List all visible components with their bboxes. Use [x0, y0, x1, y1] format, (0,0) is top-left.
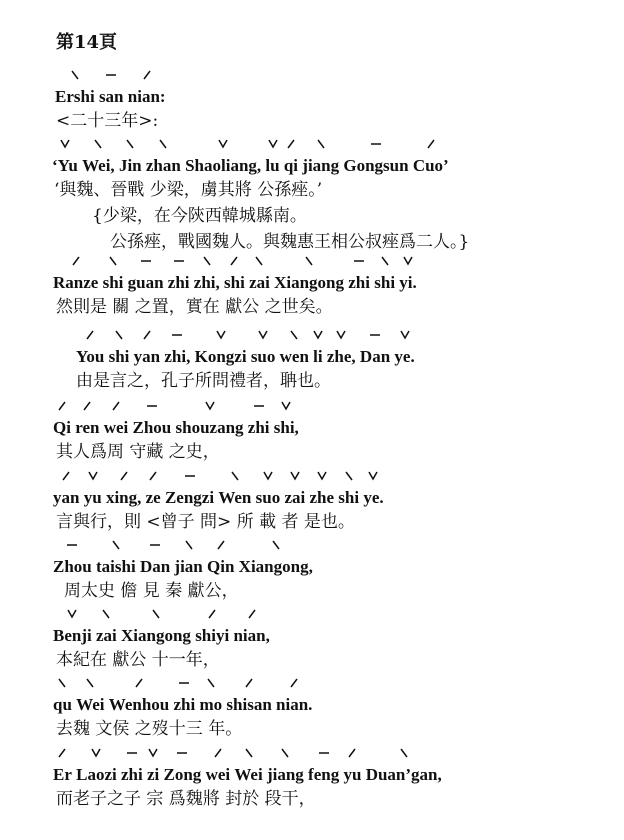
- pinyin-syllable: [265, 155, 279, 177]
- pinyin-text: li: [313, 347, 323, 366]
- pinyin-text: Laozi: [76, 765, 117, 784]
- pinyin-text: Wenhou: [108, 695, 170, 714]
- pinyin-syllable: [121, 625, 191, 647]
- pinyin-syllable: [146, 155, 181, 177]
- pinyin-text: qu: [53, 695, 72, 714]
- hanzi-line: 去魏 文侯 之歿十三 年。: [56, 719, 243, 739]
- pinyin-text: nian:: [127, 87, 166, 106]
- pinyin-text: zhi: [348, 273, 370, 292]
- pinyin-syllable: [343, 764, 361, 786]
- pinyin-syllable: [109, 346, 130, 368]
- pinyin-text: yi.: [399, 273, 417, 292]
- pinyin-text: Zengzi: [164, 488, 215, 507]
- tone-rising-icon: [57, 749, 67, 757]
- pinyin-syllable: [96, 556, 136, 578]
- pinyin-text: zai: [249, 273, 270, 292]
- pinyin-syllable: [55, 86, 95, 108]
- pinyin-syllable: [280, 346, 309, 368]
- page-number: 第14頁: [56, 32, 118, 53]
- pinyin-syllable: [360, 346, 390, 368]
- tone-flat-icon: [354, 257, 364, 265]
- pinyin-syllable: [76, 694, 104, 716]
- tone-dip-icon: [368, 472, 378, 480]
- tone-rising-icon: [142, 71, 152, 79]
- pinyin-text: zhan: [145, 156, 181, 175]
- romanization-line: [53, 625, 270, 647]
- pinyin-syllable: [174, 556, 202, 578]
- tone-rising-icon: [286, 140, 296, 148]
- hanzi-line: 由是言之，孔子所問禮者，聃也。: [76, 371, 331, 391]
- pinyin-text: Dan: [139, 557, 171, 576]
- pinyin-syllable: [53, 764, 72, 786]
- pinyin-text: shouzang: [175, 418, 244, 437]
- pinyin-syllable: [164, 346, 190, 368]
- hanzi-line: ‘與魏、晉戰 少梁，虜其將 公孫痤。’: [54, 180, 323, 200]
- pinyin-text: Zhou: [132, 418, 172, 437]
- tone-falling-icon: [184, 541, 194, 549]
- tone-falling-icon: [151, 610, 161, 618]
- tone-rising-icon: [134, 679, 144, 687]
- tone-flat-icon: [185, 472, 195, 480]
- pinyin-text: nian.: [276, 695, 313, 714]
- pinyin-syllable: [53, 417, 71, 439]
- tone-rising-icon: [289, 679, 299, 687]
- tone-falling-icon: [399, 749, 409, 757]
- tone-flat-icon: [254, 402, 264, 410]
- pinyin-syllable: [206, 764, 231, 786]
- pinyin-text: ‘Yu: [52, 156, 78, 175]
- pinyin-syllable: [168, 272, 190, 294]
- pinyin-syllable: [53, 487, 79, 509]
- tone-dip-icon: [60, 140, 70, 148]
- pinyin-syllable: [207, 556, 234, 578]
- tone-dip-icon: [263, 472, 273, 480]
- pinyin-syllable: [52, 155, 78, 177]
- pinyin-syllable: [76, 764, 117, 786]
- pinyin-text: Xiangong: [121, 626, 191, 645]
- pinyin-text: wei: [103, 418, 129, 437]
- tone-flat-icon: [127, 749, 137, 757]
- tone-falling-icon: [114, 331, 124, 339]
- tone-rising-icon: [347, 749, 357, 757]
- pinyin-text: Xiangong,: [238, 557, 313, 576]
- pinyin-syllable: [239, 556, 313, 578]
- pinyin-text: Benji: [53, 626, 92, 645]
- pinyin-text: Wei: [234, 765, 263, 784]
- pinyin-syllable: [146, 487, 161, 509]
- pinyin-syllable: [310, 487, 335, 509]
- tone-falling-icon: [125, 140, 135, 148]
- pinyin-text: jian: [174, 557, 203, 576]
- pinyin-text: Ranze: [53, 273, 99, 292]
- tone-rising-icon: [229, 257, 239, 265]
- tone-flat-icon: [106, 71, 116, 79]
- pinyin-syllable: [82, 155, 115, 177]
- tone-dip-icon: [216, 331, 226, 339]
- pinyin-syllable: [374, 272, 395, 294]
- hanzi-line: 言與行，則 <曾子 問> 所 載 者 是也。: [56, 512, 355, 532]
- hanzi-line: 本紀在 獻公 十一年，: [56, 650, 220, 670]
- pinyin-text: yan: [133, 347, 161, 366]
- tone-rising-icon: [142, 331, 152, 339]
- tone-dip-icon: [258, 331, 268, 339]
- pinyin-text: zi: [146, 765, 160, 784]
- pinyin-syllable: [327, 346, 356, 368]
- pinyin-syllable: [274, 417, 299, 439]
- pinyin-syllable: [233, 625, 269, 647]
- pinyin-text: zhi: [167, 273, 190, 292]
- pinyin-text: jiang: [302, 156, 340, 175]
- pinyin-syllable: [249, 272, 270, 294]
- pinyin-syllable: [103, 272, 124, 294]
- pinyin-text: shi: [108, 347, 130, 366]
- pinyin-syllable: [53, 556, 92, 578]
- pinyin-syllable: [147, 764, 159, 786]
- pinyin-syllable: [394, 346, 414, 368]
- pinyin-syllable: [195, 346, 247, 368]
- pinyin-text: Qi: [53, 418, 71, 437]
- tone-falling-icon: [280, 749, 290, 757]
- pinyin-syllable: [165, 487, 214, 509]
- pinyin-text: Wen: [218, 488, 252, 507]
- tone-dip-icon: [88, 472, 98, 480]
- pinyin-syllable: [308, 764, 339, 786]
- pinyin-syllable: [99, 86, 124, 108]
- pinyin-syllable: [399, 272, 416, 294]
- pinyin-syllable: [195, 625, 229, 647]
- tone-rising-icon: [111, 402, 121, 410]
- pinyin-syllable: [76, 346, 104, 368]
- pinyin-syllable: [302, 155, 339, 177]
- pinyin-text: xing,: [105, 488, 142, 507]
- pinyin-text: Wei: [76, 695, 105, 714]
- tone-flat-icon: [150, 541, 160, 549]
- tone-flat-icon: [319, 749, 329, 757]
- pinyin-syllable: [121, 764, 143, 786]
- pinyin-text: ye.: [363, 488, 384, 507]
- hanzi-line: 其人爲周 守藏 之史，: [56, 442, 220, 462]
- pinyin-text: zhi: [247, 418, 270, 437]
- pinyin-syllable: [106, 487, 141, 509]
- annotation-line: 公孫痤，戰國魏人。與魏惠王相公叔痤爲二人。}: [110, 232, 470, 252]
- tone-flat-icon: [371, 140, 381, 148]
- pinyin-text: ren: [75, 418, 100, 437]
- pinyin-syllable: [276, 694, 312, 716]
- pinyin-text: Cuo’: [412, 156, 449, 175]
- pinyin-text: guan: [127, 273, 164, 292]
- tone-falling-icon: [289, 331, 299, 339]
- pinyin-syllable: [226, 694, 271, 716]
- tone-falling-icon: [111, 541, 121, 549]
- pinyin-syllable: [84, 487, 102, 509]
- tone-dip-icon: [313, 331, 323, 339]
- hanzi-line: <二十三年>:: [56, 111, 159, 131]
- tone-flat-icon: [370, 331, 380, 339]
- tone-falling-icon: [304, 257, 314, 265]
- tone-falling-icon: [244, 749, 254, 757]
- tone-dip-icon: [400, 331, 410, 339]
- tone-rising-icon: [119, 472, 129, 480]
- pinyin-text: lu: [265, 156, 280, 175]
- pinyin-syllable: [366, 764, 442, 786]
- pinyin-text: You: [76, 347, 105, 366]
- pinyin-syllable: [174, 694, 196, 716]
- pinyin-syllable: [104, 417, 129, 439]
- pinyin-syllable: [176, 417, 244, 439]
- pinyin-syllable: [128, 272, 164, 294]
- tone-falling-icon: [230, 472, 240, 480]
- tone-falling-icon: [202, 257, 212, 265]
- pinyin-text: shi: [338, 488, 360, 507]
- tone-dip-icon: [148, 749, 158, 757]
- tone-falling-icon: [57, 679, 67, 687]
- tone-rising-icon: [148, 472, 158, 480]
- pinyin-syllable: [234, 764, 262, 786]
- romanization-line: [53, 272, 417, 294]
- pinyin-text: zhe: [309, 488, 335, 507]
- tone-flat-icon: [177, 749, 187, 757]
- tone-dip-icon: [317, 472, 327, 480]
- pinyin-text: Jin: [118, 156, 142, 175]
- tone-rising-icon: [85, 331, 95, 339]
- romanization-line: [55, 86, 166, 108]
- tone-falling-icon: [254, 257, 264, 265]
- pinyin-syllable: [194, 272, 220, 294]
- romanization-line: [53, 694, 312, 716]
- tone-dip-icon: [290, 472, 300, 480]
- tone-rising-icon: [426, 140, 436, 148]
- pinyin-text: yu: [343, 765, 362, 784]
- pinyin-syllable: [133, 417, 172, 439]
- romanization-line: [53, 556, 313, 578]
- pinyin-text: ye.: [394, 347, 415, 366]
- tone-dip-icon: [281, 402, 291, 410]
- pinyin-syllable: [140, 556, 170, 578]
- pinyin-text: Qin: [207, 557, 235, 576]
- pinyin-text: suo: [255, 488, 281, 507]
- pinyin-syllable: [199, 694, 222, 716]
- pinyin-syllable: [413, 155, 449, 177]
- tone-flat-icon: [141, 257, 151, 265]
- pinyin-text: Gongsun: [343, 156, 409, 175]
- tone-falling-icon: [108, 257, 118, 265]
- pinyin-text: qi: [283, 156, 299, 175]
- pinyin-syllable: [134, 346, 160, 368]
- pinyin-syllable: [284, 155, 298, 177]
- pinyin-text: shisan: [226, 695, 272, 714]
- pinyin-text: Shaoliang,: [185, 156, 262, 175]
- pinyin-syllable: [248, 417, 270, 439]
- tone-falling-icon: [93, 140, 103, 148]
- romanization-line: [52, 155, 449, 177]
- pinyin-text: shi: [374, 273, 396, 292]
- pinyin-syllable: [96, 625, 117, 647]
- tone-rising-icon: [247, 610, 257, 618]
- pinyin-text: Zong: [163, 765, 202, 784]
- hanzi-line: 而老子之子 宗 爲魏將 封於 段干，: [56, 789, 316, 809]
- pinyin-syllable: [53, 694, 72, 716]
- pinyin-syllable: [284, 487, 305, 509]
- pinyin-text: Er: [53, 765, 72, 784]
- pinyin-text: zhi: [173, 695, 196, 714]
- tone-dip-icon: [336, 331, 346, 339]
- hanzi-line: 周太史 儋 見 秦 獻公，: [64, 581, 239, 601]
- pinyin-text: mo: [199, 695, 223, 714]
- pinyin-syllable: [313, 346, 322, 368]
- pinyin-text: Kongzi: [194, 347, 247, 366]
- pinyin-text: shiyi: [195, 626, 230, 645]
- tone-falling-icon: [70, 71, 80, 79]
- tone-rising-icon: [207, 610, 217, 618]
- pinyin-syllable: [224, 272, 245, 294]
- pinyin-text: zhi,: [193, 273, 220, 292]
- pinyin-syllable: [251, 346, 276, 368]
- pinyin-syllable: [164, 764, 202, 786]
- pinyin-text: shi: [102, 273, 124, 292]
- pinyin-syllable: [363, 487, 383, 509]
- tone-rising-icon: [57, 402, 67, 410]
- pinyin-text: shi: [224, 273, 245, 292]
- pinyin-text: nian,: [233, 626, 270, 645]
- tone-falling-icon: [344, 472, 354, 480]
- pinyin-text: shi,: [273, 418, 299, 437]
- pinyin-syllable: [256, 487, 281, 509]
- pinyin-text: Wei,: [82, 156, 115, 175]
- hanzi-line: 然則是 關 之置，實在 獻公 之世矣。: [56, 297, 333, 317]
- tone-rising-icon: [61, 472, 71, 480]
- tone-dip-icon: [91, 749, 101, 757]
- pinyin-text: zhi: [121, 765, 143, 784]
- pinyin-syllable: [53, 272, 98, 294]
- pinyin-text: taishi: [96, 557, 136, 576]
- tone-dip-icon: [403, 257, 413, 265]
- pinyin-syllable: [218, 487, 251, 509]
- pinyin-text: zhe,: [326, 347, 356, 366]
- pinyin-text: suo: [250, 347, 276, 366]
- pinyin-text: Duan’gan,: [365, 765, 442, 784]
- tone-flat-icon: [147, 402, 157, 410]
- pinyin-text: ze: [145, 488, 161, 507]
- pinyin-syllable: [267, 764, 304, 786]
- tone-falling-icon: [316, 140, 326, 148]
- pinyin-text: wei: [205, 765, 231, 784]
- tone-falling-icon: [85, 679, 95, 687]
- tone-flat-icon: [174, 257, 184, 265]
- pinyin-text: Ershi: [55, 87, 95, 106]
- tone-falling-icon: [158, 140, 168, 148]
- pinyin-text: Xiangong: [274, 273, 345, 292]
- pinyin-syllable: [119, 155, 142, 177]
- pinyin-text: Zhou: [53, 557, 92, 576]
- tone-rising-icon: [71, 257, 81, 265]
- pinyin-syllable: [128, 86, 166, 108]
- pinyin-syllable: [338, 487, 359, 509]
- tone-rising-icon: [213, 749, 223, 757]
- pinyin-text: zhi,: [164, 347, 191, 366]
- tone-dip-icon: [205, 402, 215, 410]
- pinyin-syllable: [274, 272, 344, 294]
- romanization-line: [53, 764, 442, 786]
- tone-flat-icon: [67, 541, 77, 549]
- tone-rising-icon: [82, 402, 92, 410]
- tone-flat-icon: [172, 331, 182, 339]
- romanization-line: [53, 487, 384, 509]
- pinyin-text: yan: [53, 488, 80, 507]
- pinyin-text: jiang: [266, 765, 304, 784]
- pinyin-text: yu: [83, 488, 102, 507]
- tone-flat-icon: [179, 679, 189, 687]
- pinyin-syllable: [343, 155, 408, 177]
- pinyin-syllable: [109, 694, 169, 716]
- tone-falling-icon: [380, 257, 390, 265]
- pinyin-text: zai: [95, 626, 117, 645]
- tone-falling-icon: [271, 541, 281, 549]
- tone-rising-icon: [216, 541, 226, 549]
- pinyin-text: zai: [284, 488, 306, 507]
- pinyin-syllable: [75, 417, 99, 439]
- pinyin-syllable: [185, 155, 261, 177]
- tone-dip-icon: [218, 140, 228, 148]
- tone-dip-icon: [67, 610, 77, 618]
- pinyin-syllable: [348, 272, 370, 294]
- tone-rising-icon: [244, 679, 254, 687]
- annotation-line: {少梁，在今陝西韓城縣南。: [92, 206, 307, 226]
- tone-dip-icon: [268, 140, 278, 148]
- romanization-line: [53, 417, 299, 439]
- pinyin-syllable: [53, 625, 92, 647]
- pinyin-text: Dan: [359, 347, 391, 366]
- romanization-line: [76, 346, 415, 368]
- pinyin-text: san: [98, 87, 124, 106]
- tone-falling-icon: [206, 679, 216, 687]
- pinyin-text: feng: [308, 765, 340, 784]
- pinyin-text: wen: [279, 347, 309, 366]
- tone-falling-icon: [101, 610, 111, 618]
